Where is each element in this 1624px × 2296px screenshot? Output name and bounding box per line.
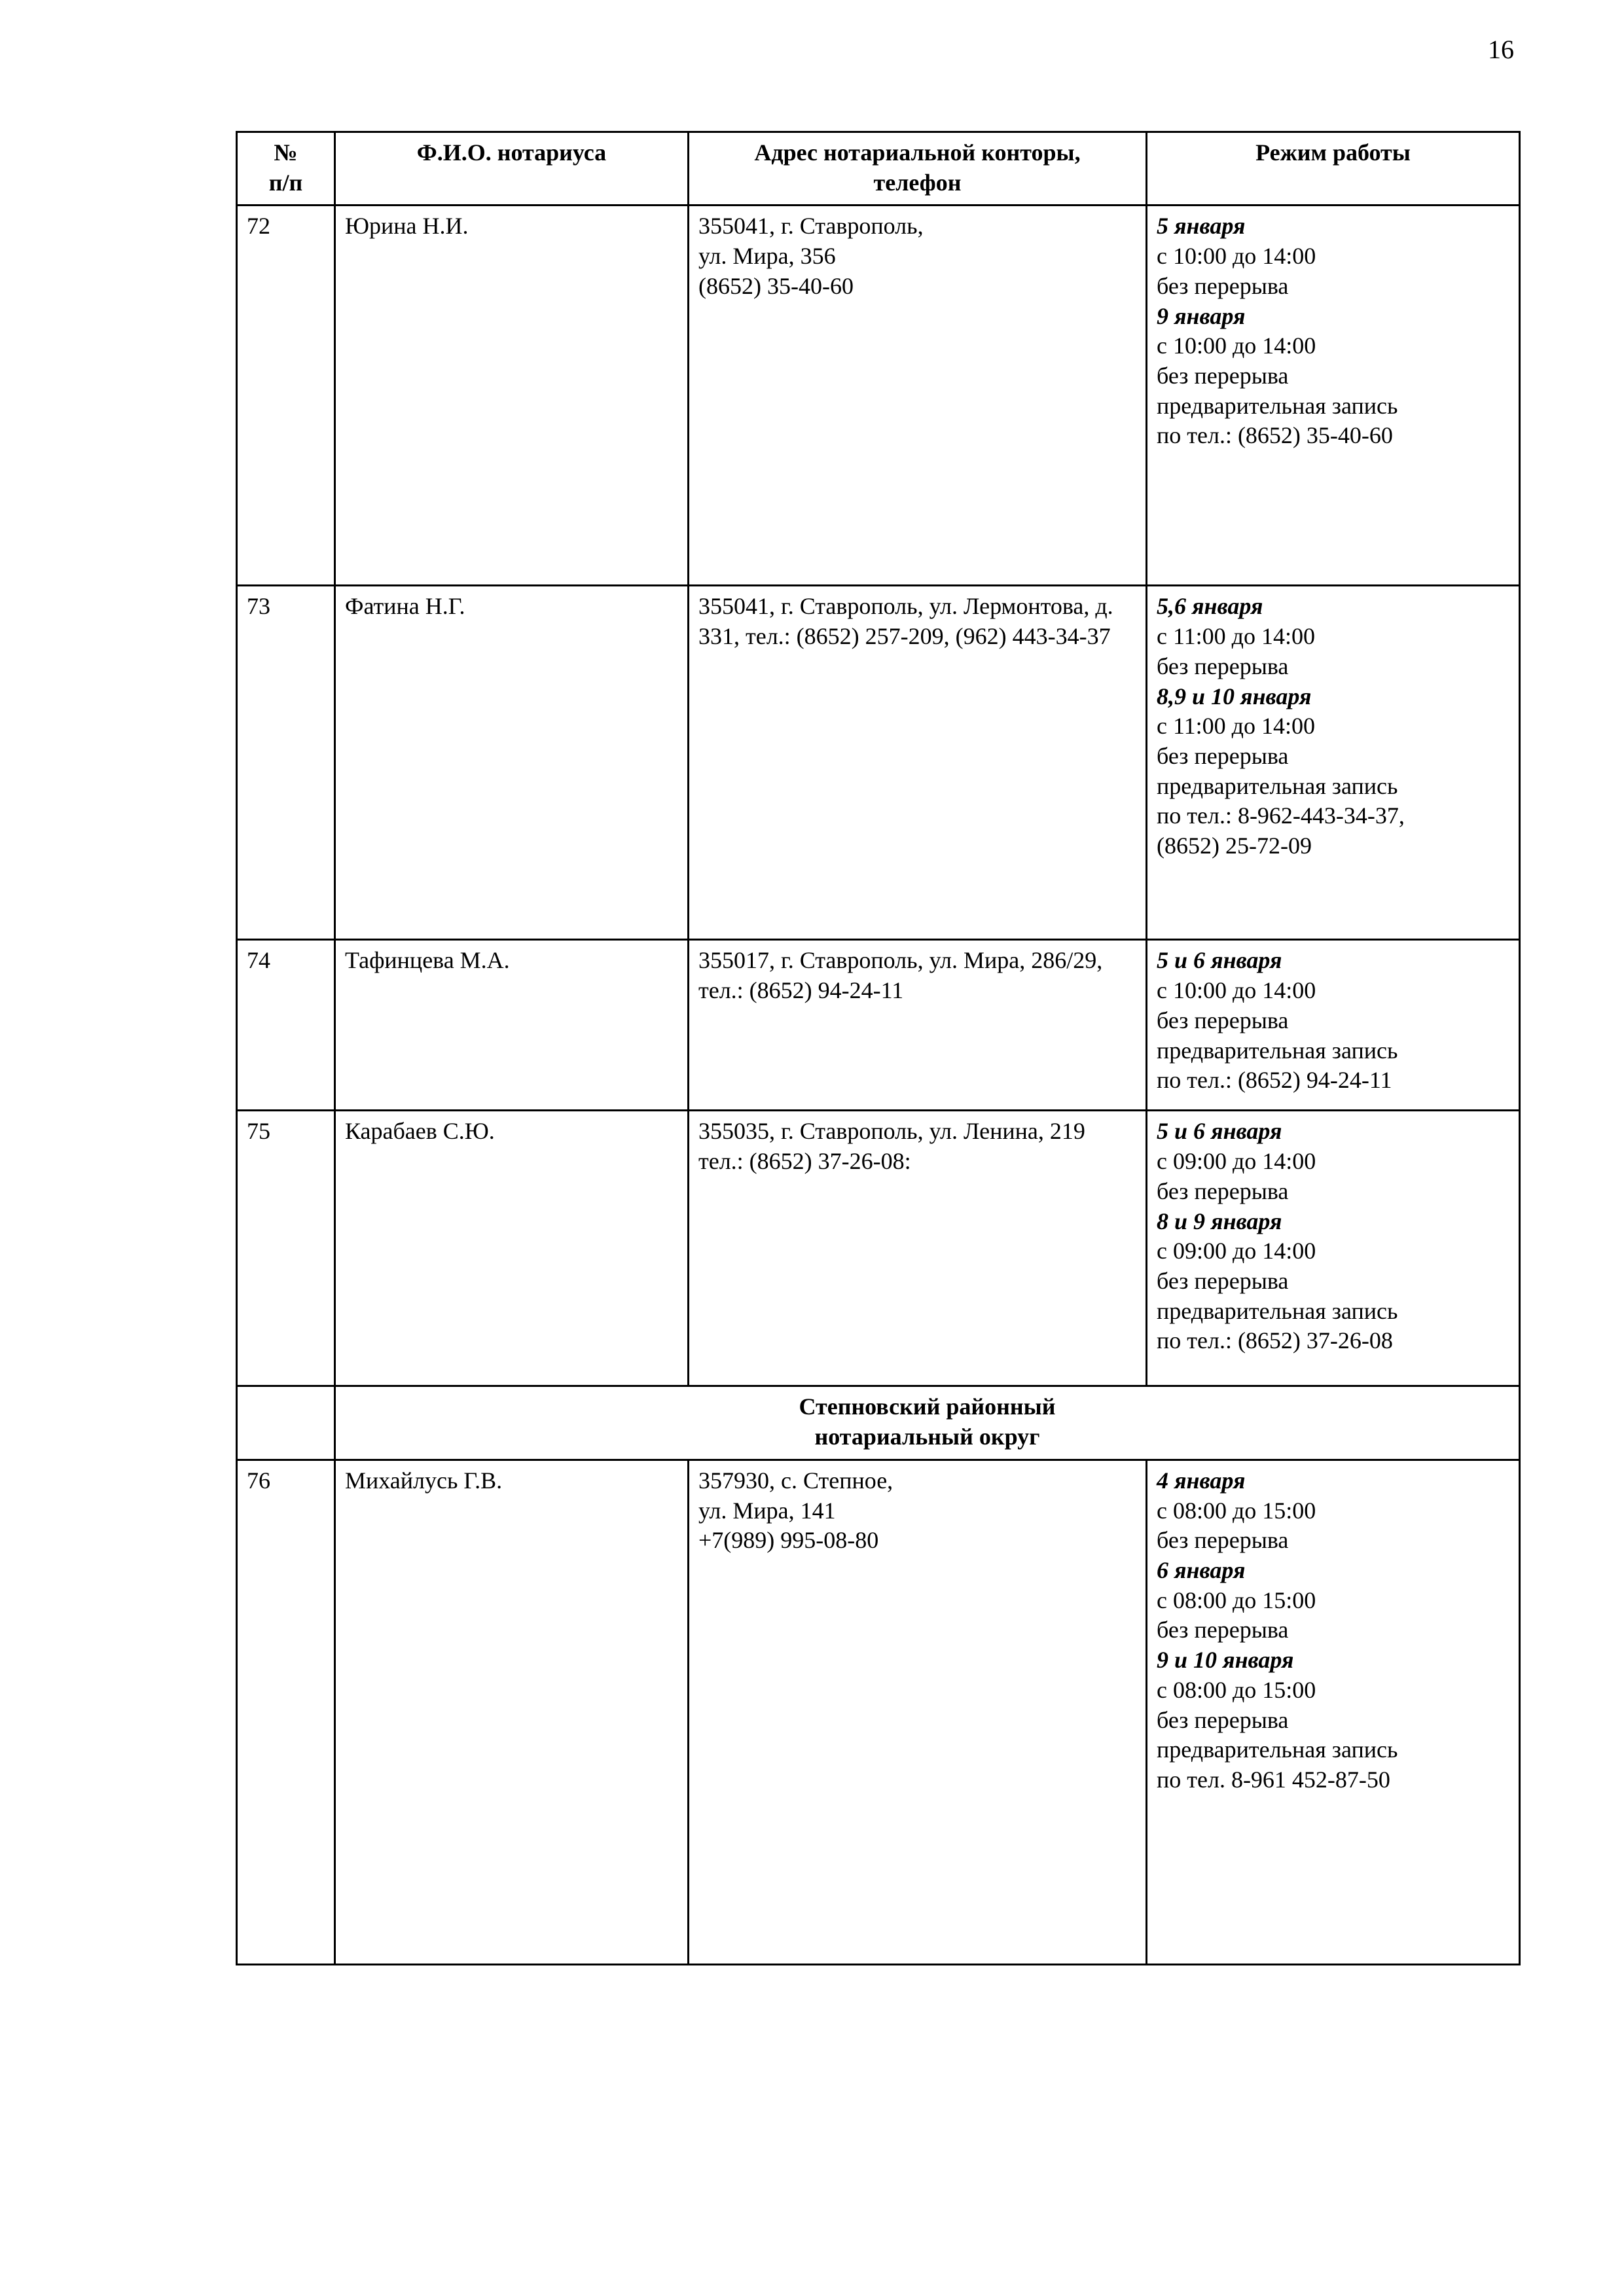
schedule-text: предварительная запись (1157, 392, 1398, 419)
table-body (237, 206, 1520, 1964)
schedule-date: 8,9 и 10 января (1157, 683, 1312, 709)
schedule-text: по тел. 8-961 452-87-50 (1157, 1767, 1390, 1793)
schedule-text: предварительная запись (1157, 1736, 1398, 1763)
schedule-text: по тел.: (8652) 94-24-11 (1157, 1067, 1392, 1094)
schedule-text: по тел.: (8652) 37-26-08 (1157, 1327, 1393, 1354)
schedule-date: 5 и 6 января (1157, 1118, 1282, 1145)
table-row (237, 586, 1520, 940)
notary-address: 355041, г. Ставрополь, ул. Лермонтова, д. 331, тел.: (8652) 257-209, (962) 443-34-37 (689, 586, 1147, 940)
row-number: 72 (237, 206, 335, 586)
schedule-text: по тел.: (8652) 35-40-60 (1157, 422, 1393, 449)
schedule-text: предварительная запись (1157, 1037, 1398, 1064)
schedule-text: с 10:00 до 14:00 (1157, 977, 1316, 1004)
schedule-text: с 11:00 до 14:00 (1157, 713, 1315, 740)
notary-schedule (1147, 1460, 1520, 1964)
schedule-date: 9 и 10 января (1157, 1647, 1294, 1674)
notary-name: Фатина Н.Г. (335, 586, 689, 940)
notary-schedule (1147, 206, 1520, 586)
schedule-text: без перерыва (1157, 363, 1289, 389)
schedule-text: без перерыва (1157, 1268, 1289, 1295)
separator-empty-cell (237, 1386, 335, 1460)
notary-schedule-table (236, 131, 1521, 1965)
district-separator-row (237, 1386, 1520, 1460)
schedule-date: 5,6 января (1157, 593, 1263, 620)
schedule-text: без перерыва (1157, 1007, 1289, 1033)
notary-address: 355017, г. Ставрополь, ул. Мира, 286/29, тел.: (8652) 94-24-11 (689, 940, 1147, 1111)
district-title: Степновский районный нотариальный округ (335, 1386, 1520, 1460)
schedule-date: 5 января (1157, 213, 1246, 240)
schedule-date: 4 января (1157, 1467, 1246, 1494)
row-number: 75 (237, 1111, 335, 1386)
notary-schedule (1147, 1111, 1520, 1386)
notary-name: Карабаев С.Ю. (335, 1111, 689, 1386)
column-header-name: Ф.И.О. нотариуса (335, 132, 689, 206)
schedule-text: без перерыва (1157, 1706, 1289, 1733)
schedule-text: без перерыва (1157, 1527, 1289, 1554)
notary-address: 357930, с. Степное, ул. Мира, 141 +7(989) 995-08-80 (689, 1460, 1147, 1964)
schedule-text: с 08:00 до 15:00 (1157, 1497, 1316, 1524)
schedule-text: (8652) 25-72-09 (1157, 833, 1312, 859)
notary-address: 355041, г. Ставрополь, ул. Мира, 356 (8652) 35-40-60 (689, 206, 1147, 586)
schedule-text: с 10:00 до 14:00 (1157, 243, 1316, 270)
schedule-text: с 09:00 до 14:00 (1157, 1238, 1316, 1265)
schedule-text: с 10:00 до 14:00 (1157, 332, 1316, 359)
column-header-number: № п/п (237, 132, 335, 206)
table-header-row (237, 132, 1520, 206)
notary-schedule (1147, 586, 1520, 940)
column-header-schedule: Режим работы (1147, 132, 1520, 206)
notary-name: Михайлусь Г.В. (335, 1460, 689, 1964)
schedule-date: 9 января (1157, 302, 1246, 329)
row-number: 76 (237, 1460, 335, 1964)
schedule-text: с 11:00 до 14:00 (1157, 623, 1315, 650)
notary-schedule (1147, 940, 1520, 1111)
schedule-text: предварительная запись (1157, 772, 1398, 799)
schedule-text: без перерыва (1157, 743, 1289, 770)
table-row (237, 940, 1520, 1111)
column-header-address: Адрес нотариальной конторы, телефон (689, 132, 1147, 206)
notary-name: Юрина Н.И. (335, 206, 689, 586)
row-number: 73 (237, 586, 335, 940)
page-number: 16 (1488, 35, 1514, 64)
row-number: 74 (237, 940, 335, 1111)
notary-address: 355035, г. Ставрополь, ул. Ленина, 219 тел.: (8652) 37-26-08: (689, 1111, 1147, 1386)
schedule-text: без перерыва (1157, 1177, 1289, 1204)
schedule-text: с 08:00 до 15:00 (1157, 1587, 1316, 1613)
schedule-text: без перерыва (1157, 1617, 1289, 1643)
schedule-text: по тел.: 8-962-443-34-37, (1157, 802, 1405, 829)
schedule-date: 8 и 9 января (1157, 1208, 1282, 1234)
table-row (237, 1460, 1520, 1964)
notary-name: Тафинцева М.А. (335, 940, 689, 1111)
schedule-text: предварительная запись (1157, 1297, 1398, 1324)
table-row (237, 206, 1520, 586)
schedule-date: 5 и 6 января (1157, 947, 1282, 974)
table-row (237, 1111, 1520, 1386)
schedule-text: без перерыва (1157, 653, 1289, 679)
schedule-text: с 08:00 до 15:00 (1157, 1676, 1316, 1703)
schedule-text: без перерыва (1157, 272, 1289, 299)
schedule-date: 6 января (1157, 1557, 1246, 1584)
schedule-text: с 09:00 до 14:00 (1157, 1148, 1316, 1175)
